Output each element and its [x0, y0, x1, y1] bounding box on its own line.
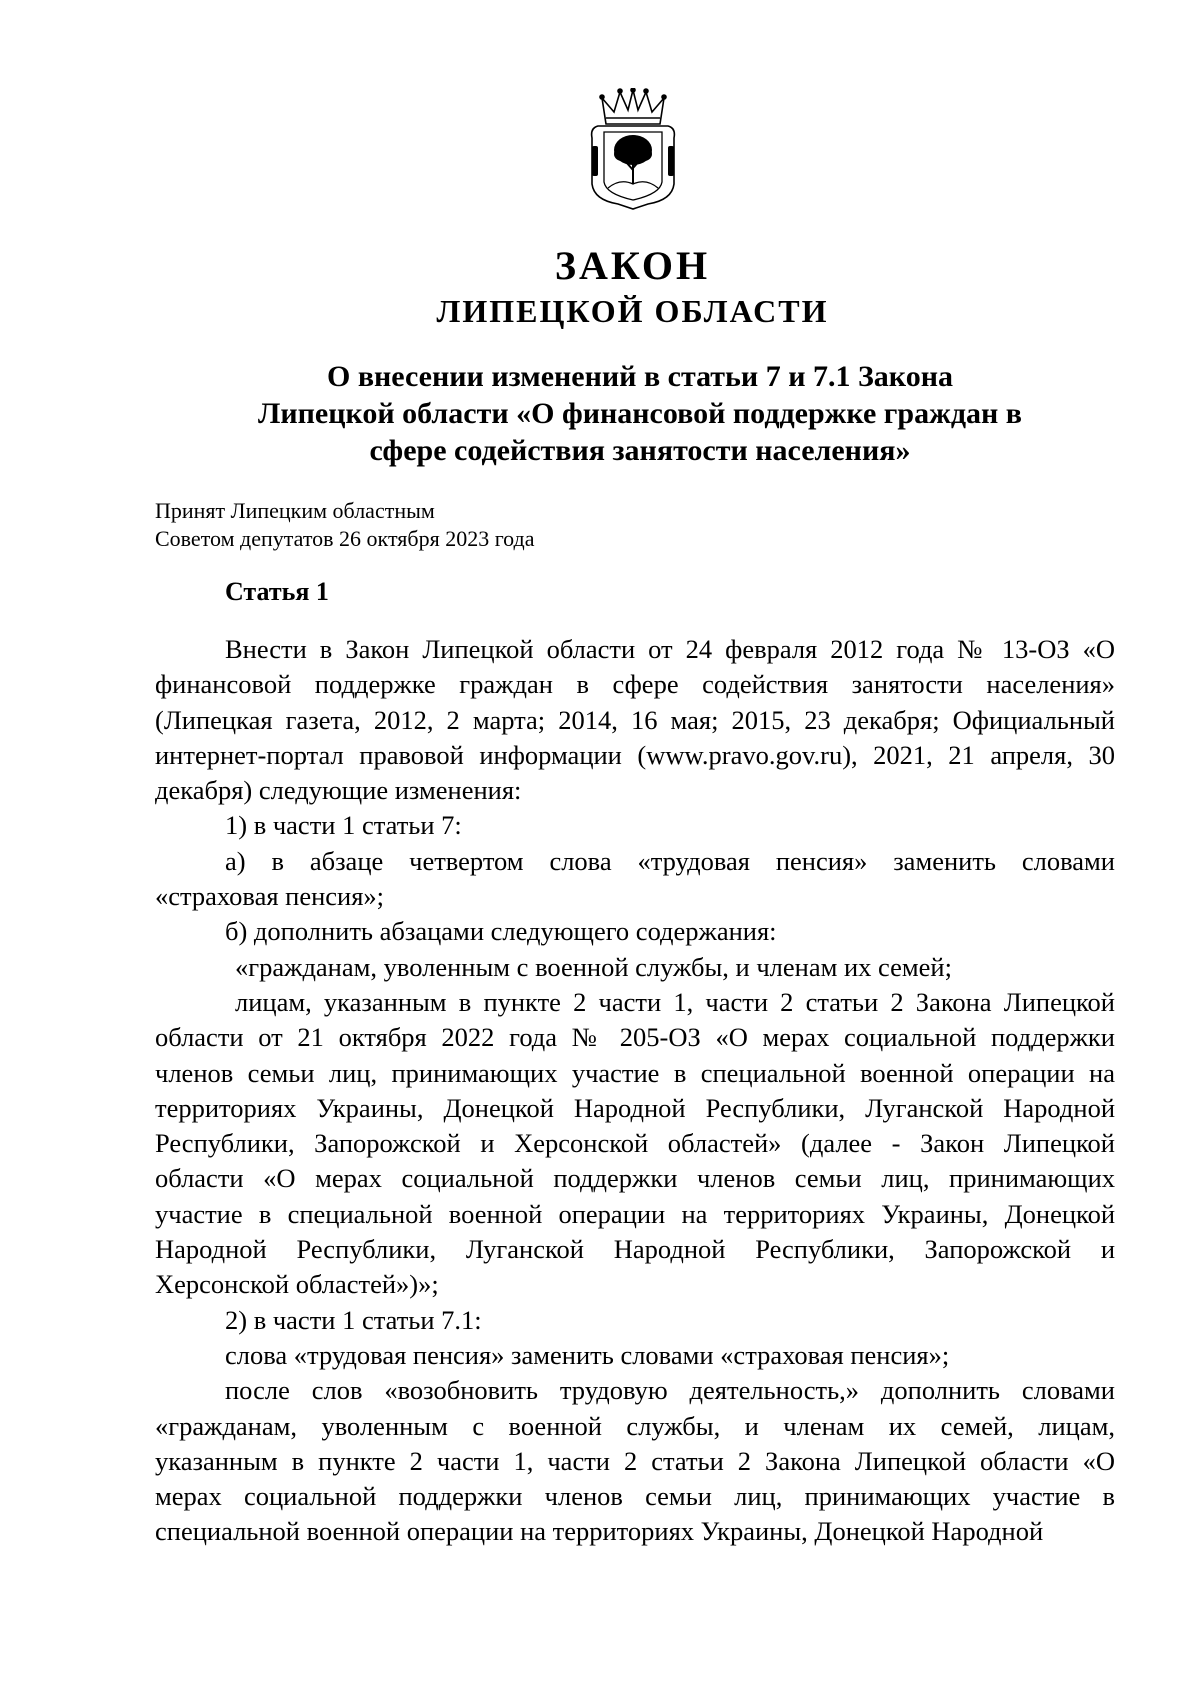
body-line: Народной Республики, Луганской Народной Республики, Запорожской и — [155, 1234, 1115, 1265]
body-line: области от 21 октября 2022 года № 205-ОЗ «О мерах социальной поддержки — [155, 1022, 1115, 1053]
body-line: декабря) следующие изменения: — [155, 775, 522, 806]
law-name-line: Липецкой области «О финансовой поддержке граждан в — [257, 397, 1023, 430]
body-line: (Липецкая газета, 2012, 2 марта; 2014, 16 мая; 2015, 23 декабря; Официальный — [155, 704, 1115, 735]
body-line: интернет-портал правовой информации (www.pravo.gov.ru), 2021, 21 апреля, 30 — [155, 739, 1115, 770]
body-line: участие в специальной военной операции на территориях Украины, Донецкой — [155, 1198, 1115, 1229]
body-line: указанным в пункте 2 части 1, части 2 статьи 2 Закона Липецкой области «О — [155, 1445, 1115, 1476]
article-body — [155, 632, 1115, 1550]
body-line: Внести в Закон Липецкой области от 24 февраля 2012 года № 13-ОЗ «О — [225, 634, 1115, 664]
body-line: 2) в части 1 статьи 7.1: — [225, 1304, 482, 1335]
body-line: членов семьи лиц, принимающих участие в специальной военной операции на — [155, 1057, 1115, 1088]
law-name-line: сфере содействия занятости населения» — [369, 434, 911, 467]
adoption-line: Советом депутатов 26 октября 2023 года — [155, 526, 535, 551]
body-line: после слов «возобновить трудовую деятельность,» дополнить словами — [225, 1375, 1115, 1406]
adoption-line: Принят Липецким областным — [155, 498, 435, 523]
body-line: а) в абзаце четвертом слова «трудовая пенсия» заменить словами — [225, 845, 1115, 876]
coat-of-arms-emblem — [588, 88, 678, 210]
law-name-line: О внесении изменений в статьи 7 и 7.1 Закона — [326, 360, 953, 393]
document-subtitle: ЛИПЕЦКОЙ ОБЛАСТИ — [436, 293, 829, 329]
body-line: слова «трудовая пенсия» заменить словами «страховая пенсия»; — [225, 1339, 950, 1370]
body-line: Республики, Запорожской и Херсонской областей» (далее - Закон Липецкой — [155, 1128, 1115, 1159]
body-line: финансовой поддержке граждан в сфере содействия занятости населения» — [155, 669, 1115, 700]
law-name — [240, 358, 1040, 469]
body-line: «гражданам, уволенным с военной службы, и членам их семей, лицам, — [155, 1410, 1115, 1441]
body-line: «гражданам, уволенным с военной службы, и членам их семей; — [235, 951, 952, 982]
body-line: Херсонской областей»)»; — [155, 1269, 439, 1300]
body-line: области «О мерах социальной поддержки членов семьи лиц, принимающих — [155, 1163, 1115, 1194]
body-line: 1) в части 1 статьи 7: — [225, 810, 462, 841]
adoption-note — [155, 497, 535, 553]
body-line: специальной военной операции на территориях Украины, Донецкой Народной — [155, 1516, 1044, 1547]
body-line: мерах социальной поддержки членов семьи лиц, принимающих участие в — [155, 1481, 1115, 1512]
article-heading: Статья 1 — [225, 577, 329, 606]
body-line: б) дополнить абзацами следующего содержания: — [225, 916, 777, 947]
body-line: лицам, указанным в пункте 2 части 1, части 2 статьи 2 Закона Липецкой — [235, 986, 1115, 1017]
document-title: ЗАКОН — [554, 243, 711, 288]
body-line: территориях Украины, Донецкой Народной Республики, Луганской Народной — [155, 1092, 1115, 1123]
body-line: «страховая пенсия»; — [155, 881, 385, 912]
